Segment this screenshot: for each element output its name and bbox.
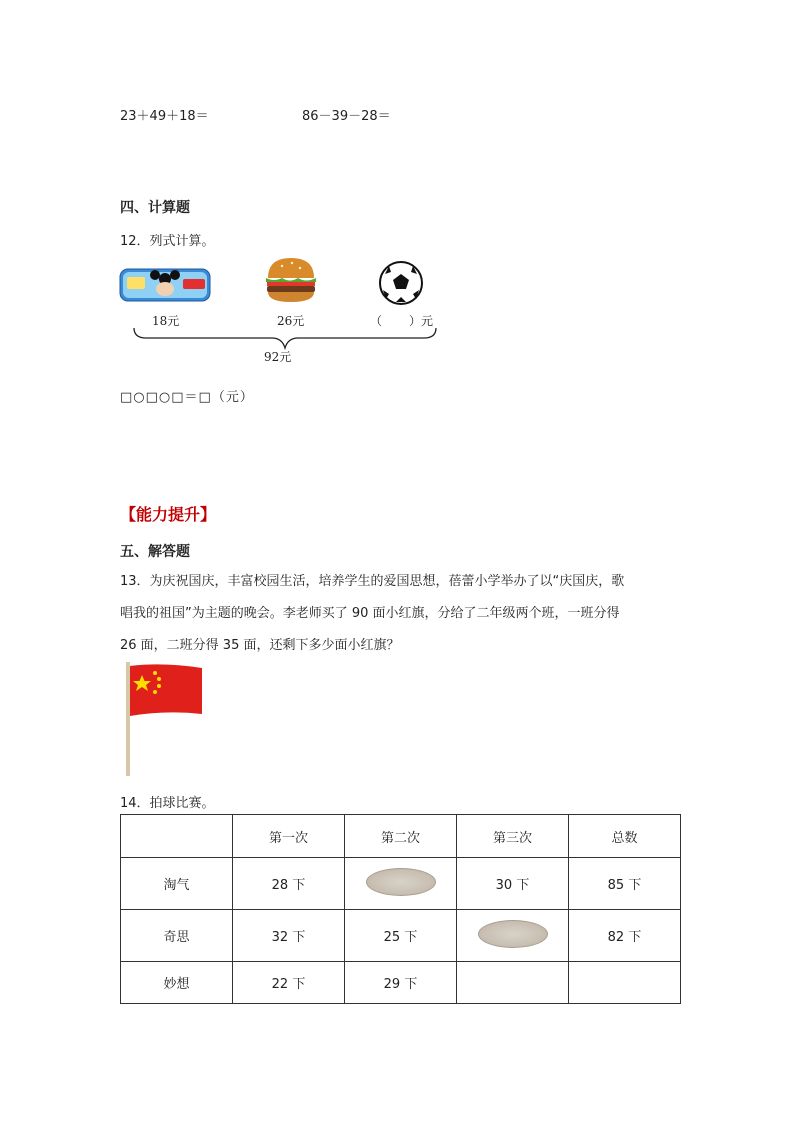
table-header-cell (121, 815, 233, 858)
table-cell: 淘气 (121, 858, 233, 910)
question-13-line: 13．为庆祝国庆，丰富校园生活，培养学生的爱国思想，蓓蕾小学举办了以“庆国庆，歌 (120, 574, 625, 589)
table-cell: 29 下 (345, 962, 457, 1004)
table-header-cell: 第三次 (457, 815, 569, 858)
hamburger-icon (264, 256, 318, 304)
table-cell: 22 下 (233, 962, 345, 1004)
question-13-line: 26 面，二班分得 35 面，还剩下多少面小红旗？ (120, 638, 400, 653)
pencil-case-icon (119, 267, 211, 303)
price-pencil-case: 18元 (152, 314, 180, 328)
chinese-flag-icon (122, 660, 206, 778)
question-13-line: 唱我的祖国”为主题的晚会。李老师买了 90 面小红旗，分给了二年级两个班，一班分得 (120, 606, 620, 621)
price-unknown-open: （ (370, 314, 383, 328)
smudge-icon (478, 920, 548, 948)
section-4-title: 四、计算题 (120, 200, 190, 216)
table-row (121, 858, 681, 910)
table-cell: 奇思 (121, 910, 233, 962)
soccer-ball-icon (377, 260, 425, 306)
table-header-cell: 第二次 (345, 815, 457, 858)
equation-1: 23＋49＋18＝ (120, 109, 209, 124)
smudge-icon (366, 868, 436, 896)
table-header-row (121, 815, 681, 858)
table-cell-obscured (457, 910, 569, 962)
question-14-label: 14．拍球比赛。 (120, 796, 215, 811)
table-cell: 妙想 (121, 962, 233, 1004)
ability-title: 【能力提升】 (120, 505, 217, 524)
price-hamburger: 26元 (277, 314, 305, 328)
formula-template: □○□○□＝□（元） (120, 390, 254, 405)
table-row (121, 910, 681, 962)
table-cell (457, 962, 569, 1004)
table-cell: 25 下 (345, 910, 457, 962)
table-cell: 85 下 (569, 858, 681, 910)
table-cell (569, 962, 681, 1004)
table-cell: 82 下 (569, 910, 681, 962)
question-13-text (120, 566, 680, 662)
table-row (121, 962, 681, 1004)
total-price: 92元 (264, 350, 292, 364)
table-cell: 28 下 (233, 858, 345, 910)
question-12-label: 12．列式计算。 (120, 234, 215, 249)
score-table (120, 814, 681, 1004)
section-5-title: 五、解答题 (120, 544, 190, 560)
table-header-cell: 第一次 (233, 815, 345, 858)
table-cell: 30 下 (457, 858, 569, 910)
equation-2: 86－39－28＝ (302, 109, 391, 124)
table-cell: 32 下 (233, 910, 345, 962)
table-header-cell: 总数 (569, 815, 681, 858)
table-cell-obscured (345, 858, 457, 910)
price-unknown-close: ）元 (409, 314, 434, 328)
